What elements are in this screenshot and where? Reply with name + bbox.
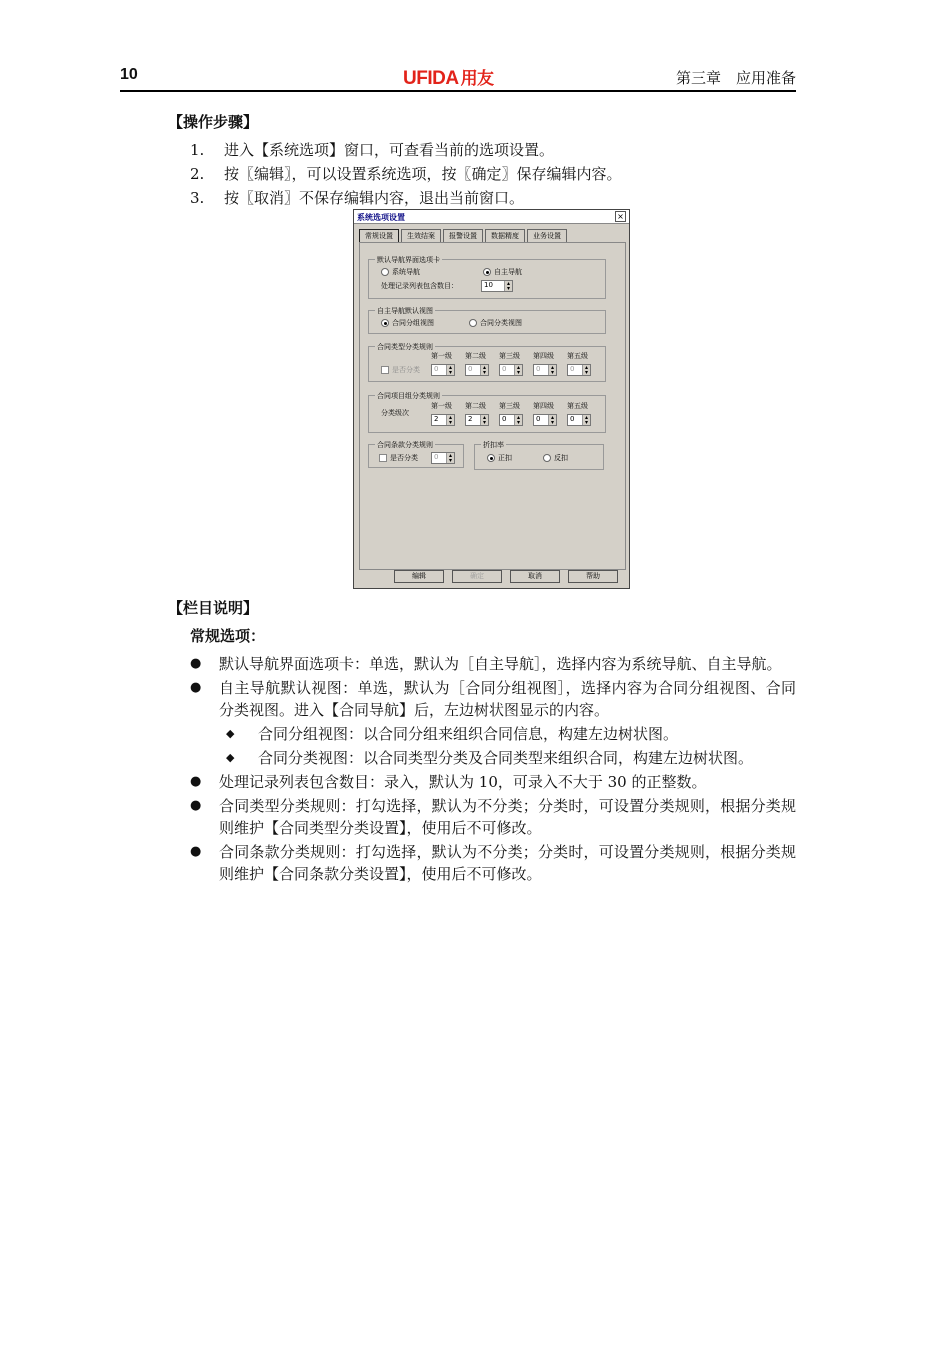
item-level-5: 第五级 xyxy=(567,402,588,410)
group-clause-rules xyxy=(368,441,464,468)
dialog-title: 系统选项设置 xyxy=(357,213,405,222)
section-columns-title: 【栏目说明】 xyxy=(168,599,259,617)
radio-reverse-discount[interactable] xyxy=(543,453,568,463)
radio-selected-icon xyxy=(483,268,491,276)
sub-bullet-group-view: ◆ 合同分组视图：以合同分组来组织合同信息，构建左边树状图。 xyxy=(190,723,796,745)
step-2 xyxy=(190,163,622,184)
step-2-text: 按〖编辑〗，可以设置系统选项，按〖确定〗保存编辑内容。 xyxy=(224,165,622,183)
step-1-text: 进入【系统选项】窗口，可查看当前的选项设置。 xyxy=(224,141,555,159)
group-item-rules-title: 合同项目组分类规则 xyxy=(377,392,440,400)
type-level-4-value: 0 xyxy=(536,365,541,373)
step-3-text: 按〖取消〗不保存编辑内容，退出当前窗口。 xyxy=(224,189,525,207)
spinner-arrows-icon[interactable]: ▴ ▾ xyxy=(514,415,522,425)
clause-classify-checkbox[interactable] xyxy=(379,453,418,463)
spinner-arrows-icon[interactable]: ▴ ▾ xyxy=(446,415,454,425)
type-level-3: 第三级 xyxy=(499,352,520,360)
radio-positive-discount[interactable] xyxy=(487,453,512,463)
bullet-default-nav: ● 默认导航界面选项卡：单选，默认为［自主导航］，选择内容为系统导航、自主导航。 xyxy=(190,653,796,675)
system-options-dialog xyxy=(353,209,630,589)
chapter-title: 第三章 应用准备 xyxy=(675,69,796,87)
group-item-rules xyxy=(368,392,606,433)
radio-selected-icon xyxy=(487,454,495,462)
page-header xyxy=(120,62,796,92)
bullet-clause-rules: ● 合同条款分类规则：打勾选择，默认为不分类；分类时，可设置分类规则，根据分类规则维护【合同条款分类设置】，使用后不可修改。 xyxy=(190,841,796,885)
group-type-rules-title: 合同类型分类规则 xyxy=(377,343,433,351)
checkbox-icon xyxy=(381,366,389,374)
spinner-arrows-icon[interactable]: ▴ ▾ xyxy=(504,281,512,291)
records-count-value: 10 xyxy=(484,281,493,289)
spinner-arrows-icon[interactable]: ▴ ▾ xyxy=(514,365,522,375)
dialog-titlebar xyxy=(354,210,629,224)
step-3-num: 3. xyxy=(190,189,205,207)
radio-system-nav[interactable] xyxy=(381,267,420,277)
type-classify-label: 是否分类 xyxy=(392,366,420,374)
confirm-button[interactable]: 确定 xyxy=(452,570,502,583)
item-level-4: 第四级 xyxy=(533,402,554,410)
type-level-2: 第二级 xyxy=(465,352,486,360)
bullet-type-rules: ● 合同类型分类规则：打勾选择，默认为不分类；分类时，可设置分类规则，根据分类规则维护【合同类型分类设置】，使用后不可修改。 xyxy=(190,795,796,839)
spinner-arrows-icon[interactable]: ▴ ▾ xyxy=(548,415,556,425)
item-level-3-input[interactable] xyxy=(499,414,523,426)
item-level-1-value: 2 xyxy=(434,415,439,423)
ufida-logo xyxy=(403,64,494,90)
type-level-1-value: 0 xyxy=(434,365,439,373)
spinner-arrows-icon[interactable]: ▴ ▾ xyxy=(548,365,556,375)
radio-class-view-label: 合同分类视图 xyxy=(480,319,522,327)
item-level-5-value: 0 xyxy=(570,415,575,423)
radio-group-view[interactable] xyxy=(381,318,434,328)
type-level-5-input[interactable] xyxy=(567,364,591,376)
radio-selected-icon xyxy=(381,319,389,327)
type-classify-checkbox[interactable] xyxy=(381,365,420,375)
type-level-2-value: 0 xyxy=(468,365,473,373)
tab-precision[interactable]: 数据精度 xyxy=(485,229,525,243)
section-ops-title: 【操作步骤】 xyxy=(168,113,259,131)
tab-bar xyxy=(359,229,569,242)
type-level-4-input[interactable] xyxy=(533,364,557,376)
cancel-button[interactable]: 取消 xyxy=(510,570,560,583)
type-level-1: 第一级 xyxy=(431,352,452,360)
radio-icon xyxy=(381,268,389,276)
checkbox-icon xyxy=(379,454,387,462)
spinner-arrows-icon[interactable]: ▴ ▾ xyxy=(582,365,590,375)
type-level-5-value: 0 xyxy=(570,365,575,373)
group-type-rules xyxy=(368,343,606,382)
clause-level-input[interactable] xyxy=(431,452,455,464)
column-description-list xyxy=(190,653,796,887)
sub-bullet-class-view: ◆ 合同分类视图：以合同类型分类及合同类型来组织合同，构建左边树状图。 xyxy=(190,747,796,769)
edit-button[interactable]: 编辑 xyxy=(394,570,444,583)
radio-custom-nav[interactable] xyxy=(483,267,522,277)
radio-positive-discount-label: 正扣 xyxy=(498,454,512,462)
item-level-3-value: 0 xyxy=(502,415,507,423)
item-level-3: 第三级 xyxy=(499,402,520,410)
type-level-4: 第四级 xyxy=(533,352,554,360)
tab-effect-close[interactable]: 生效结案 xyxy=(401,229,441,243)
radio-system-nav-label: 系统导航 xyxy=(392,268,420,276)
group-default-view-title: 自主导航默认视图 xyxy=(377,307,433,315)
item-level-1-input[interactable] xyxy=(431,414,455,426)
general-options-title: 常规选项： xyxy=(190,627,266,645)
item-level-4-input[interactable] xyxy=(533,414,557,426)
radio-icon xyxy=(543,454,551,462)
type-level-1-input[interactable] xyxy=(431,364,455,376)
bullet-records-count: ● 处理记录列表包含数目：录入，默认为 10，可录入不大于 30 的正整数。 xyxy=(190,771,796,793)
spinner-arrows-icon[interactable]: ▴ ▾ xyxy=(446,453,454,463)
item-level-label: 分类级次 xyxy=(381,409,409,417)
logo-cn: 用友 xyxy=(460,69,494,89)
group-discount-rate-title: 折扣率 xyxy=(483,441,504,449)
tab-panel-general xyxy=(359,242,626,570)
radio-group-view-label: 合同分组视图 xyxy=(392,319,434,327)
records-count-input[interactable] xyxy=(481,280,513,292)
radio-reverse-discount-label: 反扣 xyxy=(554,454,568,462)
type-level-3-input[interactable] xyxy=(499,364,523,376)
item-level-5-input[interactable] xyxy=(567,414,591,426)
logo-text: UFIDA xyxy=(403,68,459,89)
item-level-2-input[interactable] xyxy=(465,414,489,426)
item-level-1: 第一级 xyxy=(431,402,452,410)
step-1-num: 1. xyxy=(190,141,205,159)
radio-custom-nav-label: 自主导航 xyxy=(494,268,522,276)
radio-icon xyxy=(469,319,477,327)
item-level-2: 第二级 xyxy=(465,402,486,410)
radio-class-view[interactable] xyxy=(469,318,522,328)
step-1 xyxy=(190,139,554,160)
help-button[interactable]: 帮助 xyxy=(568,570,618,583)
group-discount-rate xyxy=(474,441,604,470)
group-default-view xyxy=(368,307,606,334)
group-clause-rules-title: 合同条款分类规则 xyxy=(377,441,433,449)
step-3 xyxy=(190,187,524,208)
bullet-default-view: ● 自主导航默认视图：单选，默认为［合同分组视图］，选择内容为合同分组视图、合同分类视图。进入【合同导航】后，左边树状图显示的内容。 xyxy=(190,677,796,721)
spinner-arrows-icon[interactable]: ▴ ▾ xyxy=(480,415,488,425)
item-level-4-value: 0 xyxy=(536,415,541,423)
spinner-arrows-icon[interactable]: ▴ ▾ xyxy=(480,365,488,375)
group-default-nav-title: 默认导航界面选项卡 xyxy=(377,256,440,264)
tab-general[interactable]: 常规设置 xyxy=(359,229,399,243)
type-level-2-input[interactable] xyxy=(465,364,489,376)
records-count-label: 处理记录列表包含数目： xyxy=(381,282,458,290)
type-level-3-value: 0 xyxy=(502,365,507,373)
tab-business[interactable]: 业务设置 xyxy=(527,229,567,243)
spinner-arrows-icon[interactable]: ▴ ▾ xyxy=(446,365,454,375)
clause-classify-label: 是否分类 xyxy=(390,454,418,462)
page-number: 10 xyxy=(120,66,138,83)
tab-alarm[interactable]: 报警设置 xyxy=(443,229,483,243)
close-icon[interactable]: × xyxy=(615,211,626,222)
item-level-2-value: 2 xyxy=(468,415,473,423)
type-level-5: 第五级 xyxy=(567,352,588,360)
step-2-num: 2. xyxy=(190,165,205,183)
group-default-nav xyxy=(368,256,606,299)
clause-level-value: 0 xyxy=(434,453,439,461)
spinner-arrows-icon[interactable]: ▴ ▾ xyxy=(582,415,590,425)
dialog-button-bar xyxy=(354,570,631,584)
